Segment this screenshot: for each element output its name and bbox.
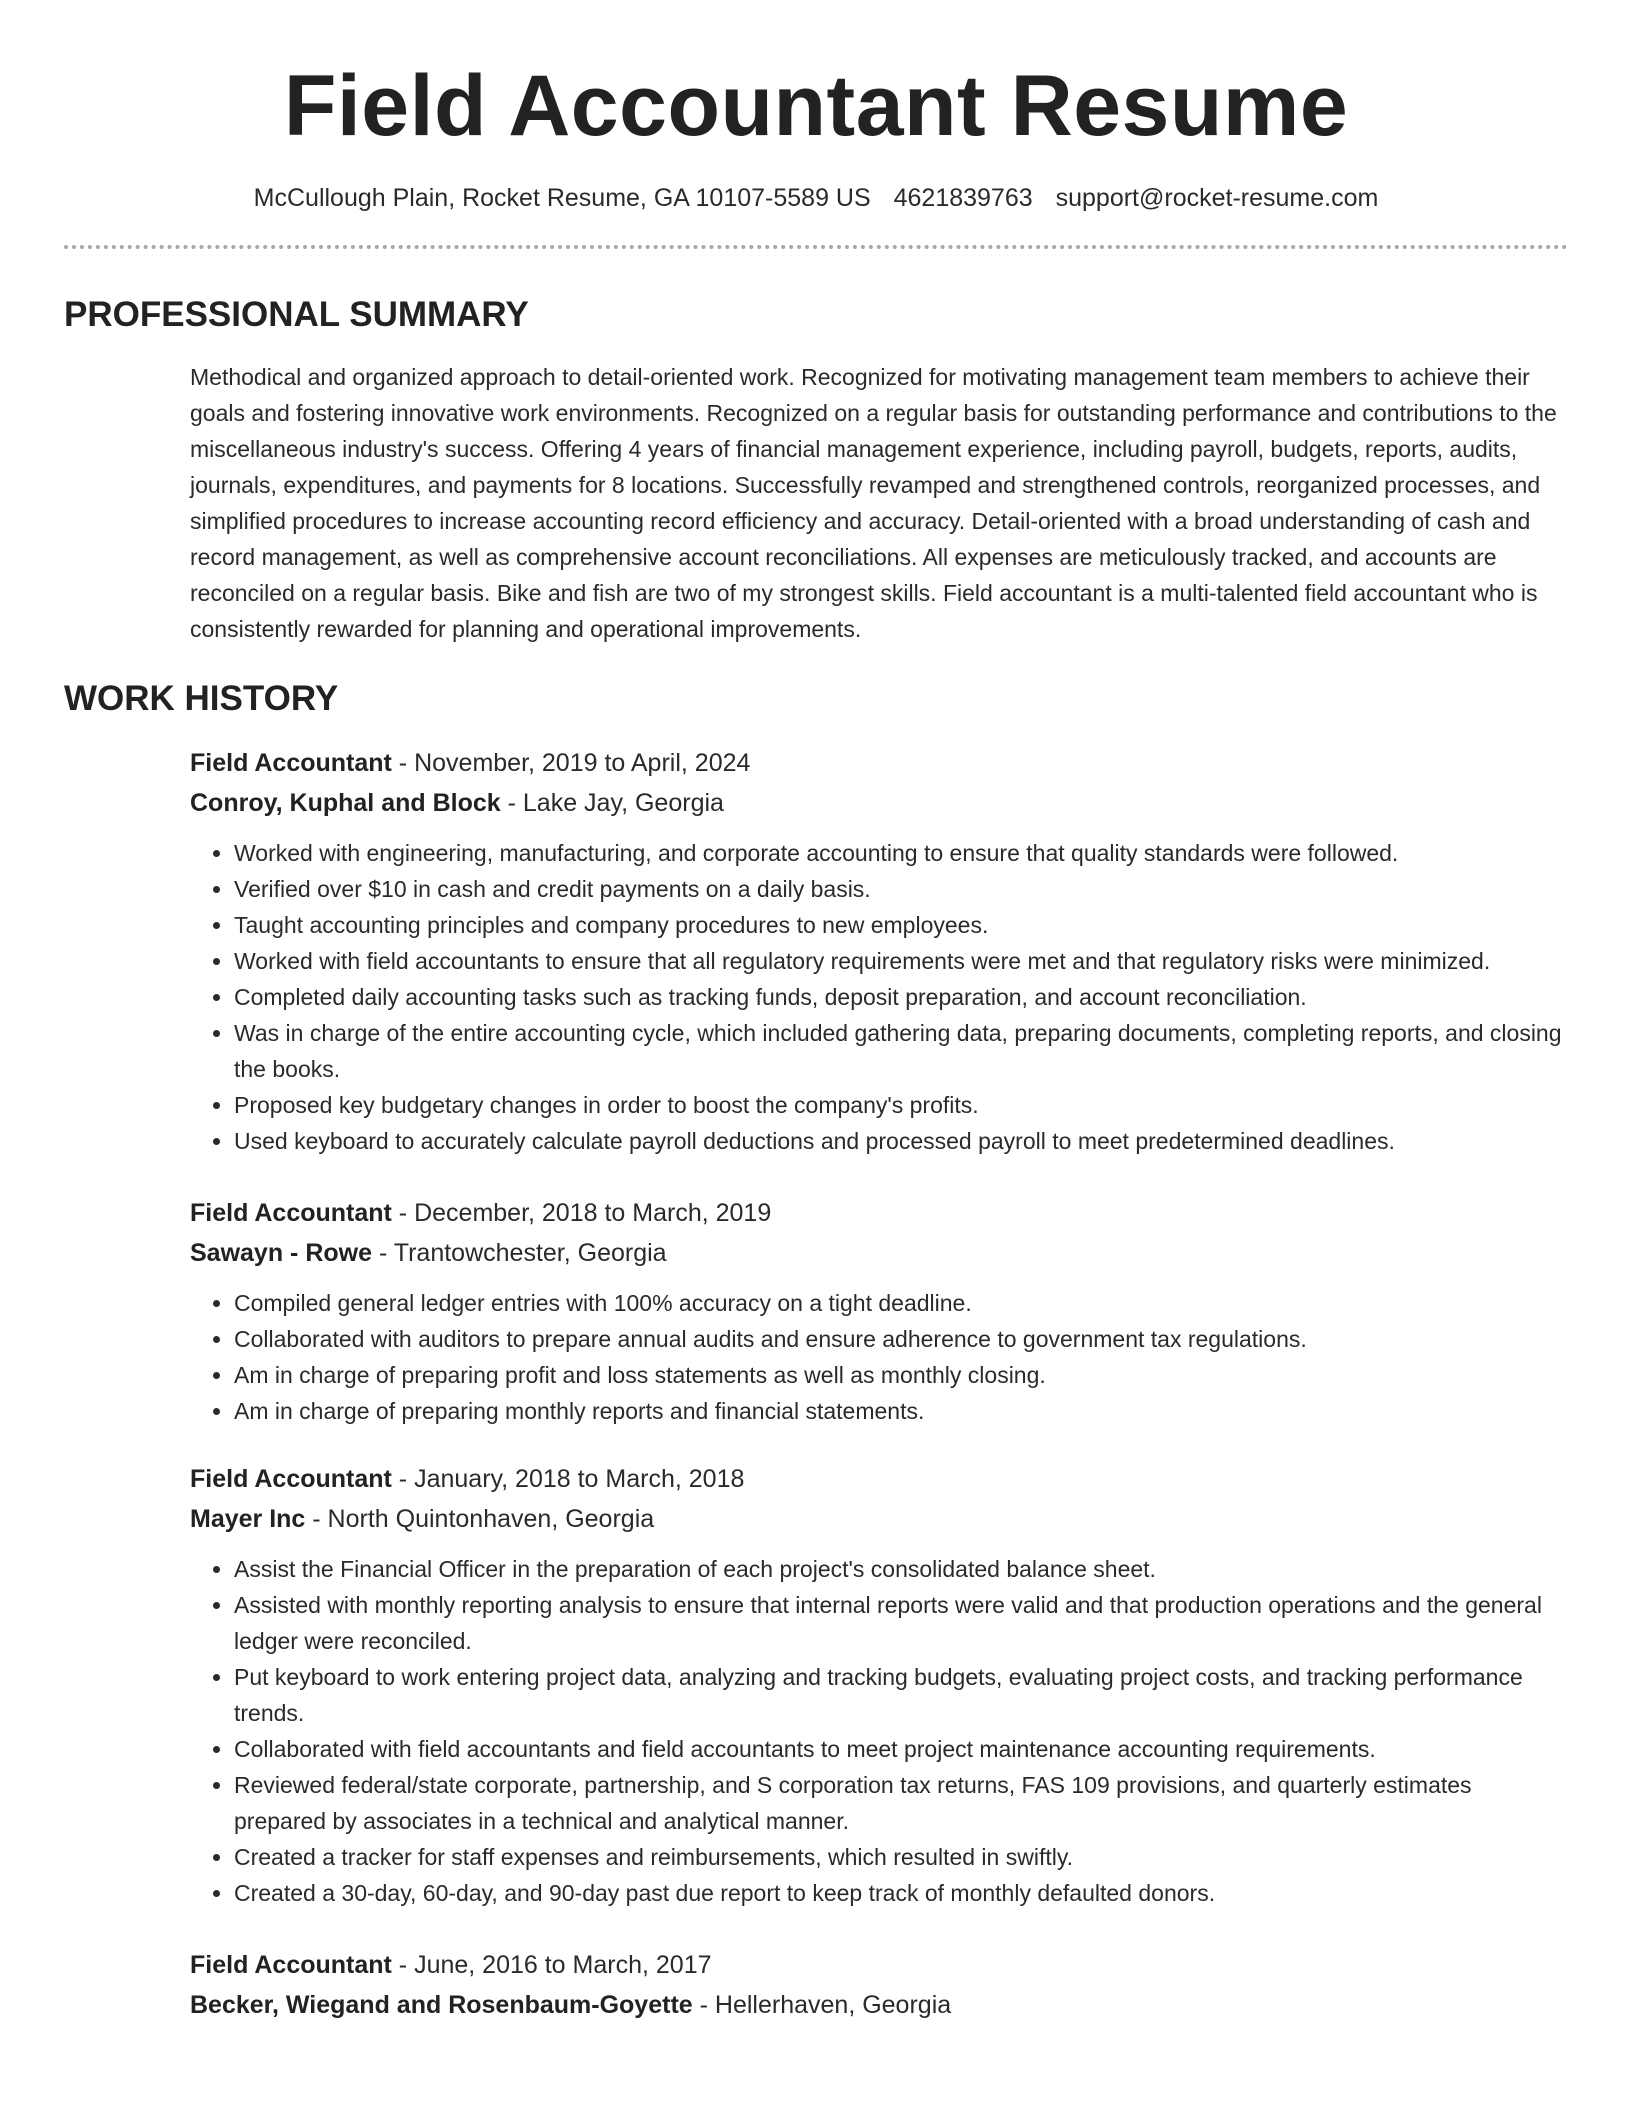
job-bullet: • Was in charge of the entire accounting cycle, which included gathering data, preparing documents, completing reports, and closing the books. xyxy=(234,1015,1568,1087)
job-bullet-list xyxy=(190,1285,1568,1429)
job-entry xyxy=(190,1945,1568,2025)
job-company-line xyxy=(190,1233,1568,1273)
job-bullet: • Created a tracker for staff expenses and reimbursements, which resulted in swiftly. xyxy=(234,1839,1568,1875)
job-bullet: • Worked with engineering, manufacturing, and corporate accounting to ensure that quality standards were followed. xyxy=(234,835,1568,871)
job-bullet: • Compiled general ledger entries with 100% accuracy on a tight deadline. xyxy=(234,1285,1568,1321)
job-title-line xyxy=(190,1945,1568,1985)
job-bullet: • Collaborated with auditors to prepare annual audits and ensure adherence to government tax regulations. xyxy=(234,1321,1568,1357)
job-company-line xyxy=(190,1985,1568,2025)
job-location: - Lake Jay, Georgia xyxy=(500,789,724,817)
job-dates: - November, 2019 to April, 2024 xyxy=(391,749,751,777)
summary-text: Methodical and organized approach to detail-oriented work. Recognized for motivating management team members to achieve their goals and fostering innovative work environments. Recognized on a regular basis for outstanding performance and contributions to the miscellaneous industry's success. Offering 4 years of financial management experience, including payroll, budgets, reports, audits, journals, expenditures, and payments for 8 locations. Successfully revamped and strengthened controls, reorganized processes, and simplified procedures to increase accounting record efficiency and accuracy. Detail-oriented with a broad understanding of cash and record management, as well as comprehensive account reconciliations. All expenses are meticulously tracked, and accounts are reconciled on a regular basis. Bike and fish are two of my strongest skills. Field accountant is a multi-talented field accountant who is consistently rewarded for planning and operational improvements. xyxy=(190,364,1557,642)
job-dates: - December, 2018 to March, 2019 xyxy=(391,1199,772,1227)
contact-line xyxy=(64,182,1568,214)
section-heading-summary: PROFESSIONAL SUMMARY xyxy=(64,295,529,334)
job-company: Becker, Wiegand and Rosenbaum-Goyette xyxy=(190,1991,693,2019)
job-dates: - June, 2016 to March, 2017 xyxy=(391,1951,712,1979)
job-bullet: • Put keyboard to work entering project data, analyzing and tracking budgets, evaluating project costs, and tracking performance trends. xyxy=(234,1659,1568,1731)
jobs-list xyxy=(64,743,1568,2025)
job-company-line xyxy=(190,1499,1568,1539)
job-bullet-list xyxy=(190,835,1568,1159)
job-bullet: • Taught accounting principles and company procedures to new employees. xyxy=(234,907,1568,943)
work-history-section xyxy=(64,677,1568,2025)
job-location: - Trantowchester, Georgia xyxy=(372,1239,667,1267)
job-company: Sawayn - Rowe xyxy=(190,1239,372,1267)
resume-title: Field Accountant Resume xyxy=(283,58,1349,154)
job-title: Field Accountant xyxy=(190,1199,392,1227)
job-entry xyxy=(190,1459,1568,1911)
job-title: Field Accountant xyxy=(190,1465,392,1493)
contact-phone: 4621839763 xyxy=(893,184,1033,212)
job-bullet: • Am in charge of preparing monthly reports and financial statements. xyxy=(234,1393,1568,1429)
contact-email: support@rocket-resume.com xyxy=(1055,184,1379,212)
job-title: Field Accountant xyxy=(190,749,392,777)
job-location: - North Quintonhaven, Georgia xyxy=(305,1505,655,1533)
job-bullet: • Worked with field accountants to ensure that all regulatory requirements were met and that regulatory risks were minimized. xyxy=(234,943,1568,979)
job-bullet: • Used keyboard to accurately calculate payroll deductions and processed payroll to meet predetermined deadlines. xyxy=(234,1123,1568,1159)
contact-address: McCullough Plain, Rocket Resume, GA 10107-5589 US xyxy=(253,184,871,212)
job-bullet: • Reviewed federal/state corporate, partnership, and S corporation tax returns, FAS 109 provisions, and quarterly estimates prepared by associates in a technical and analytical manner. xyxy=(234,1767,1568,1839)
job-company: Conroy, Kuphal and Block xyxy=(190,789,501,817)
job-bullet: • Completed daily accounting tasks such as tracking funds, deposit preparation, and account reconciliation. xyxy=(234,979,1568,1015)
job-bullet: • Assist the Financial Officer in the preparation of each project's consolidated balance sheet. xyxy=(234,1551,1568,1587)
professional-summary-section xyxy=(64,293,1568,647)
job-bullet: • Proposed key budgetary changes in order to boost the company's profits. xyxy=(234,1087,1568,1123)
job-bullet: • Collaborated with field accountants and field accountants to meet project maintenance accounting requirements. xyxy=(234,1731,1568,1767)
header-divider xyxy=(64,245,1568,249)
job-bullet: • Verified over $10 in cash and credit payments on a daily basis. xyxy=(234,871,1568,907)
job-company: Mayer Inc xyxy=(190,1505,306,1533)
job-location: - Hellerhaven, Georgia xyxy=(692,1991,952,2019)
job-entry xyxy=(190,1193,1568,1429)
job-title-line xyxy=(190,1459,1568,1499)
job-title-line xyxy=(190,743,1568,783)
job-dates: - January, 2018 to March, 2018 xyxy=(391,1465,745,1493)
job-title-line xyxy=(190,1193,1568,1233)
job-entry xyxy=(190,743,1568,1159)
job-title: Field Accountant xyxy=(190,1951,392,1979)
job-bullet-list xyxy=(190,1551,1568,1911)
section-heading-work-history: WORK HISTORY xyxy=(64,679,339,718)
job-bullet: • Created a 30-day, 60-day, and 90-day past due report to keep track of monthly defaulted donors. xyxy=(234,1875,1568,1911)
job-company-line xyxy=(190,783,1568,823)
job-bullet: • Assisted with monthly reporting analysis to ensure that internal reports were valid and that production operations and the general ledger were reconciled. xyxy=(234,1587,1568,1659)
job-bullet: • Am in charge of preparing profit and loss statements as well as monthly closing. xyxy=(234,1357,1568,1393)
